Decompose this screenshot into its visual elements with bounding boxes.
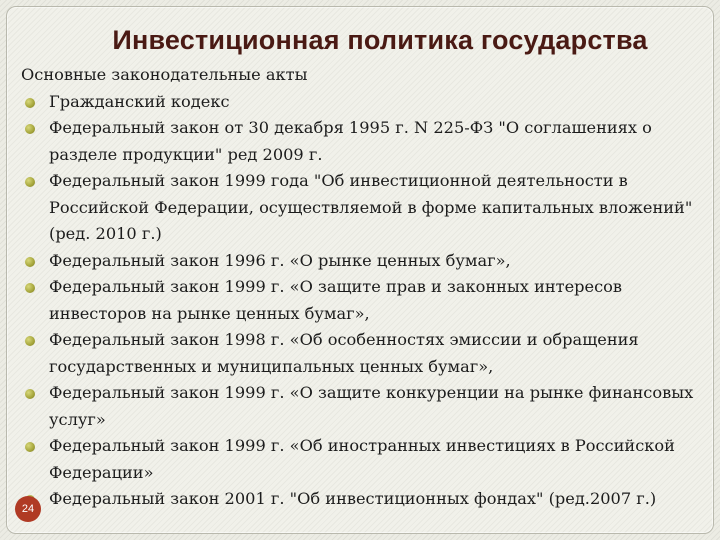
list-item — [21, 248, 707, 275]
list-item — [21, 486, 707, 513]
slide-title: Инвестиционная политика государства — [112, 25, 648, 55]
list-item-text: Федеральный закон 1999 года "Об инвестиционной деятельности в Российской Федерации, осуществляемой в форме капитальных вложений" (ред. 2010 г.) — [49, 171, 693, 243]
bullet-icon — [25, 336, 35, 346]
list-item — [21, 168, 707, 248]
list-item-text: Федеральный закон 1999 г. «О защите конкуренции на рынке финансовых услуг» — [49, 383, 694, 429]
list-item — [21, 380, 707, 433]
bullet-icon — [25, 283, 35, 293]
bullet-icon — [25, 124, 35, 134]
list-item — [21, 89, 707, 116]
list-item — [21, 327, 707, 380]
legislation-list — [21, 89, 707, 513]
section-heading: Основные законодательные акты — [21, 65, 308, 84]
bullet-icon — [25, 442, 35, 452]
list-item-text: Федеральный закон 1998 г. «Об особенностях эмиссии и обращения государственных и муниципальных ценных бумаг», — [49, 330, 639, 376]
list-item-text: Федеральный закон 2001 г. "Об инвестиционных фондах" (ред.2007 г.) — [49, 489, 657, 508]
bullet-icon — [25, 177, 35, 187]
bullet-icon — [25, 257, 35, 267]
list-item — [21, 274, 707, 327]
slide — [6, 6, 714, 534]
bullet-icon — [25, 389, 35, 399]
list-item-text: Федеральный закон от 30 декабря 1995 г. N 225-ФЗ "О соглашениях о разделе продукции" ред 2009 г. — [49, 118, 652, 164]
list-item — [21, 433, 707, 486]
list-item-text: Федеральный закон 1999 г. «О защите прав и законных интересов инвесторов на рынке ценных бумаг», — [49, 277, 623, 323]
list-item-text: Гражданский кодекс — [49, 91, 230, 111]
slide-content — [21, 62, 707, 513]
list-item-text: Федеральный закон 1996 г. «О рынке ценных бумаг», — [49, 250, 511, 270]
list-item-text: Федеральный закон 1999 г. «Об иностранных инвестициях в Российской Федерации» — [49, 436, 675, 482]
bullet-icon — [25, 98, 35, 108]
list-item — [21, 115, 707, 168]
page-number-badge: 24 — [15, 496, 41, 522]
